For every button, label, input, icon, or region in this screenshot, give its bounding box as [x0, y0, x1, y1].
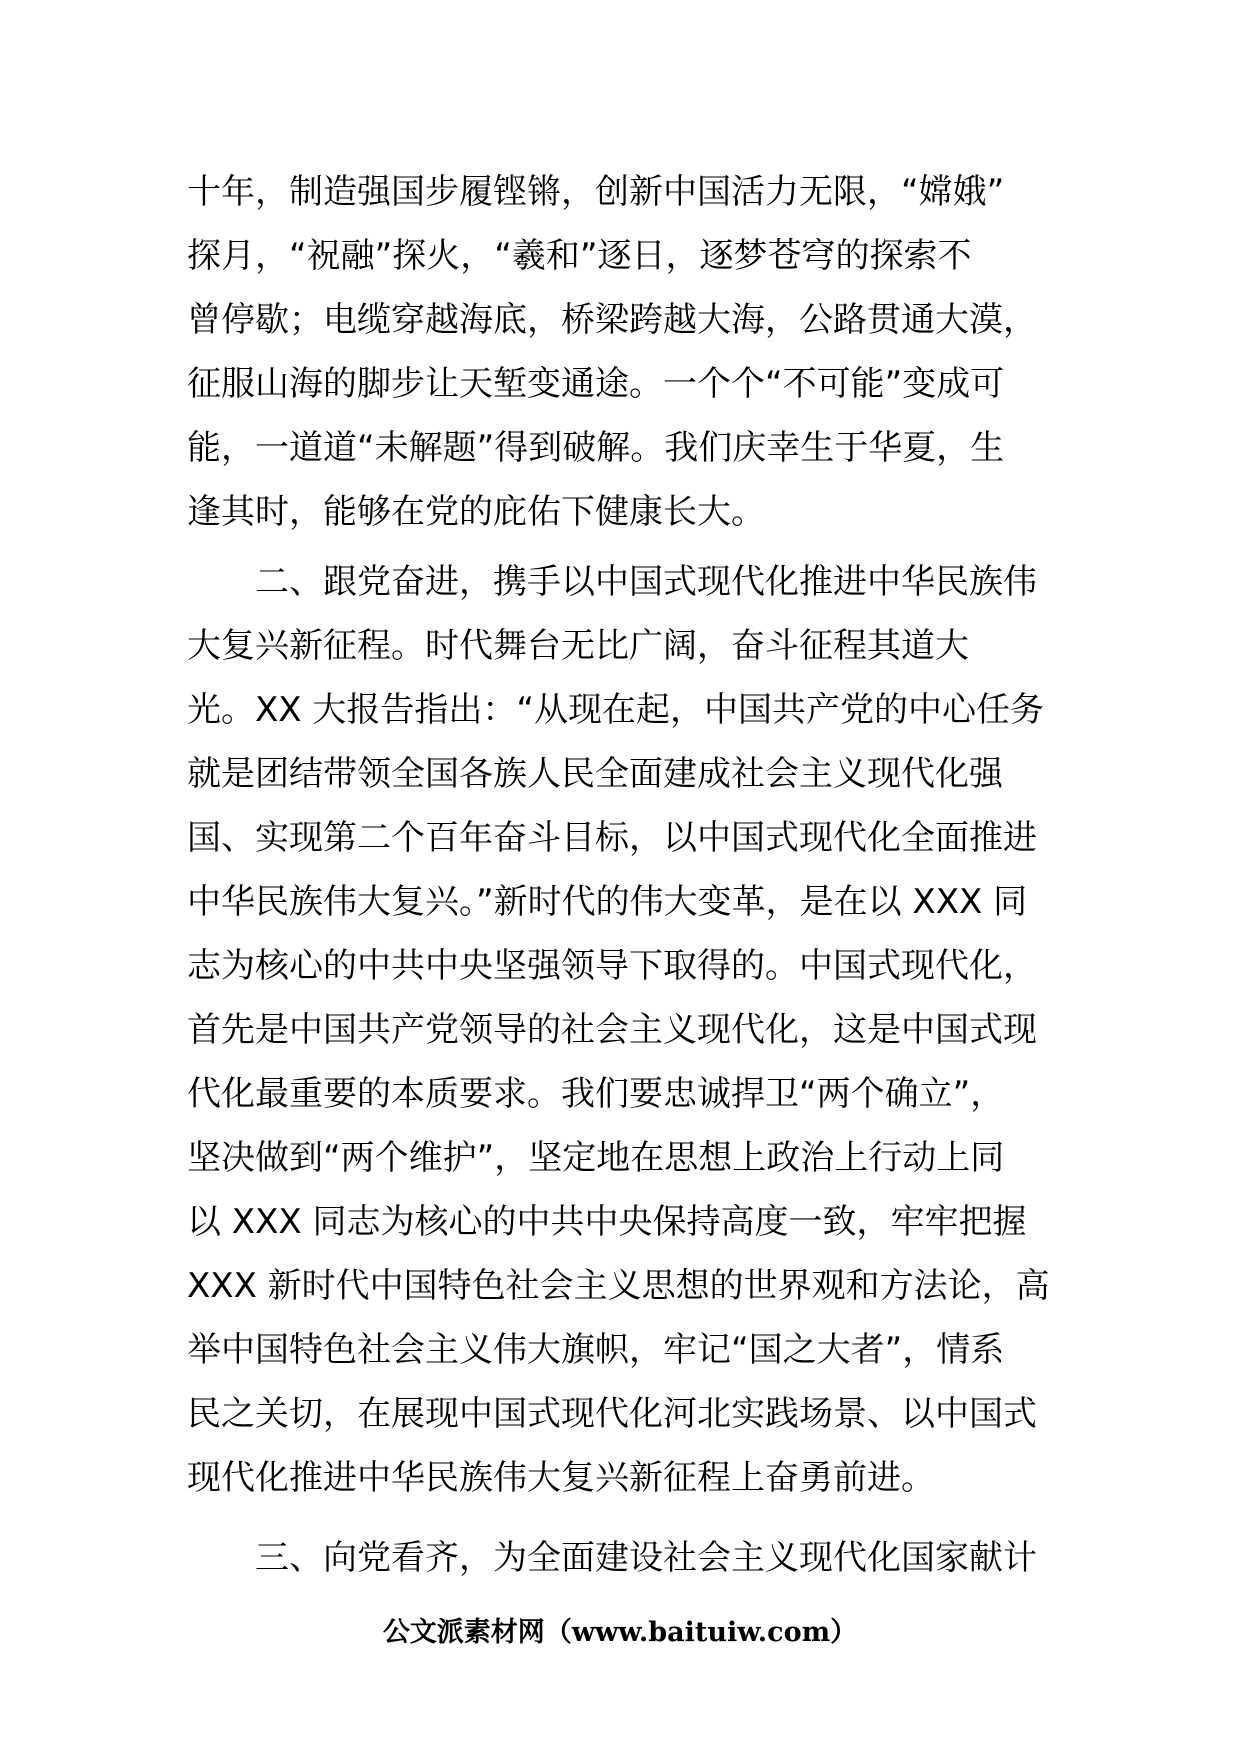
- text-line: 以 XXX 同志为核心的中共中央保持高度一致，牢牢把握: [187, 1202, 1027, 1242]
- text-line: 民之关切，在展现中国式现代化河北实践场景、以中国式: [187, 1394, 1037, 1434]
- text-line: 就是团结带领全国各族人民全面建成社会主义现代化强: [187, 754, 1003, 794]
- text-line: 现代化推进中华民族伟大复兴新征程上奋勇前进。: [187, 1458, 935, 1498]
- document-body: [187, 160, 1053, 1590]
- text-line: 大复兴新征程。时代舞台无比广阔，奋斗征程其道大: [187, 626, 969, 666]
- section-three-heading-line: 三、向党看齐，为全面建设社会主义现代化国家献计: [255, 1538, 1037, 1578]
- text-line: XXX 新时代中国特色社会主义思想的世界观和方法论，高: [187, 1266, 1050, 1306]
- text-line: 代化最重要的本质要求。我们要忠诚捍卫“两个确立”，: [187, 1074, 1005, 1114]
- text-line: 能，一道道“未解题”得到破解。我们庆幸生于华夏，生: [187, 428, 1005, 468]
- text-line: 国、实现第二个百年奋斗目标，以中国式现代化全面推进: [187, 818, 1037, 858]
- text-line: 征服山海的脚步让天堑变通途。一个个“不可能”变成可: [187, 364, 1005, 404]
- section-two-heading-line: 二、跟党奋进，携手以中国式现代化推进中华民族伟: [255, 562, 1037, 602]
- text-line: 志为核心的中共中央坚强领导下取得的。中国式现代化，: [187, 946, 1037, 986]
- text-line: 探月，“祝融”探火，“羲和”逐日，逐梦苍穹的探索不: [187, 236, 972, 276]
- text-line: 举中国特色社会主义伟大旗帜，牢记“国之大者”，情系: [187, 1330, 1005, 1370]
- text-line: 曾停歇；电缆穿越海底，桥梁跨越大海，公路贯通大漠，: [187, 300, 1037, 340]
- text-line: 逢其时，能够在党的庇佑下健康长大。: [187, 492, 765, 532]
- text-line: 首先是中国共产党领导的社会主义现代化，这是中国式现: [187, 1010, 1037, 1050]
- text-line: 十年，制造强国步履铿锵，创新中国活力无限，“嫦娥”: [187, 172, 1005, 212]
- text-line: 坚决做到“两个维护”，坚定地在思想上政治上行动上同: [187, 1138, 1005, 1178]
- text-line: 中华民族伟大复兴。”新时代的伟大变革，是在以 XXX 同: [187, 882, 1028, 922]
- text-line: 光。XX 大报告指出：“从现在起，中国共产党的中心任务: [187, 690, 1045, 730]
- page-footer-watermark: 公文派素材网（www.baituiw.com）: [382, 1617, 858, 1648]
